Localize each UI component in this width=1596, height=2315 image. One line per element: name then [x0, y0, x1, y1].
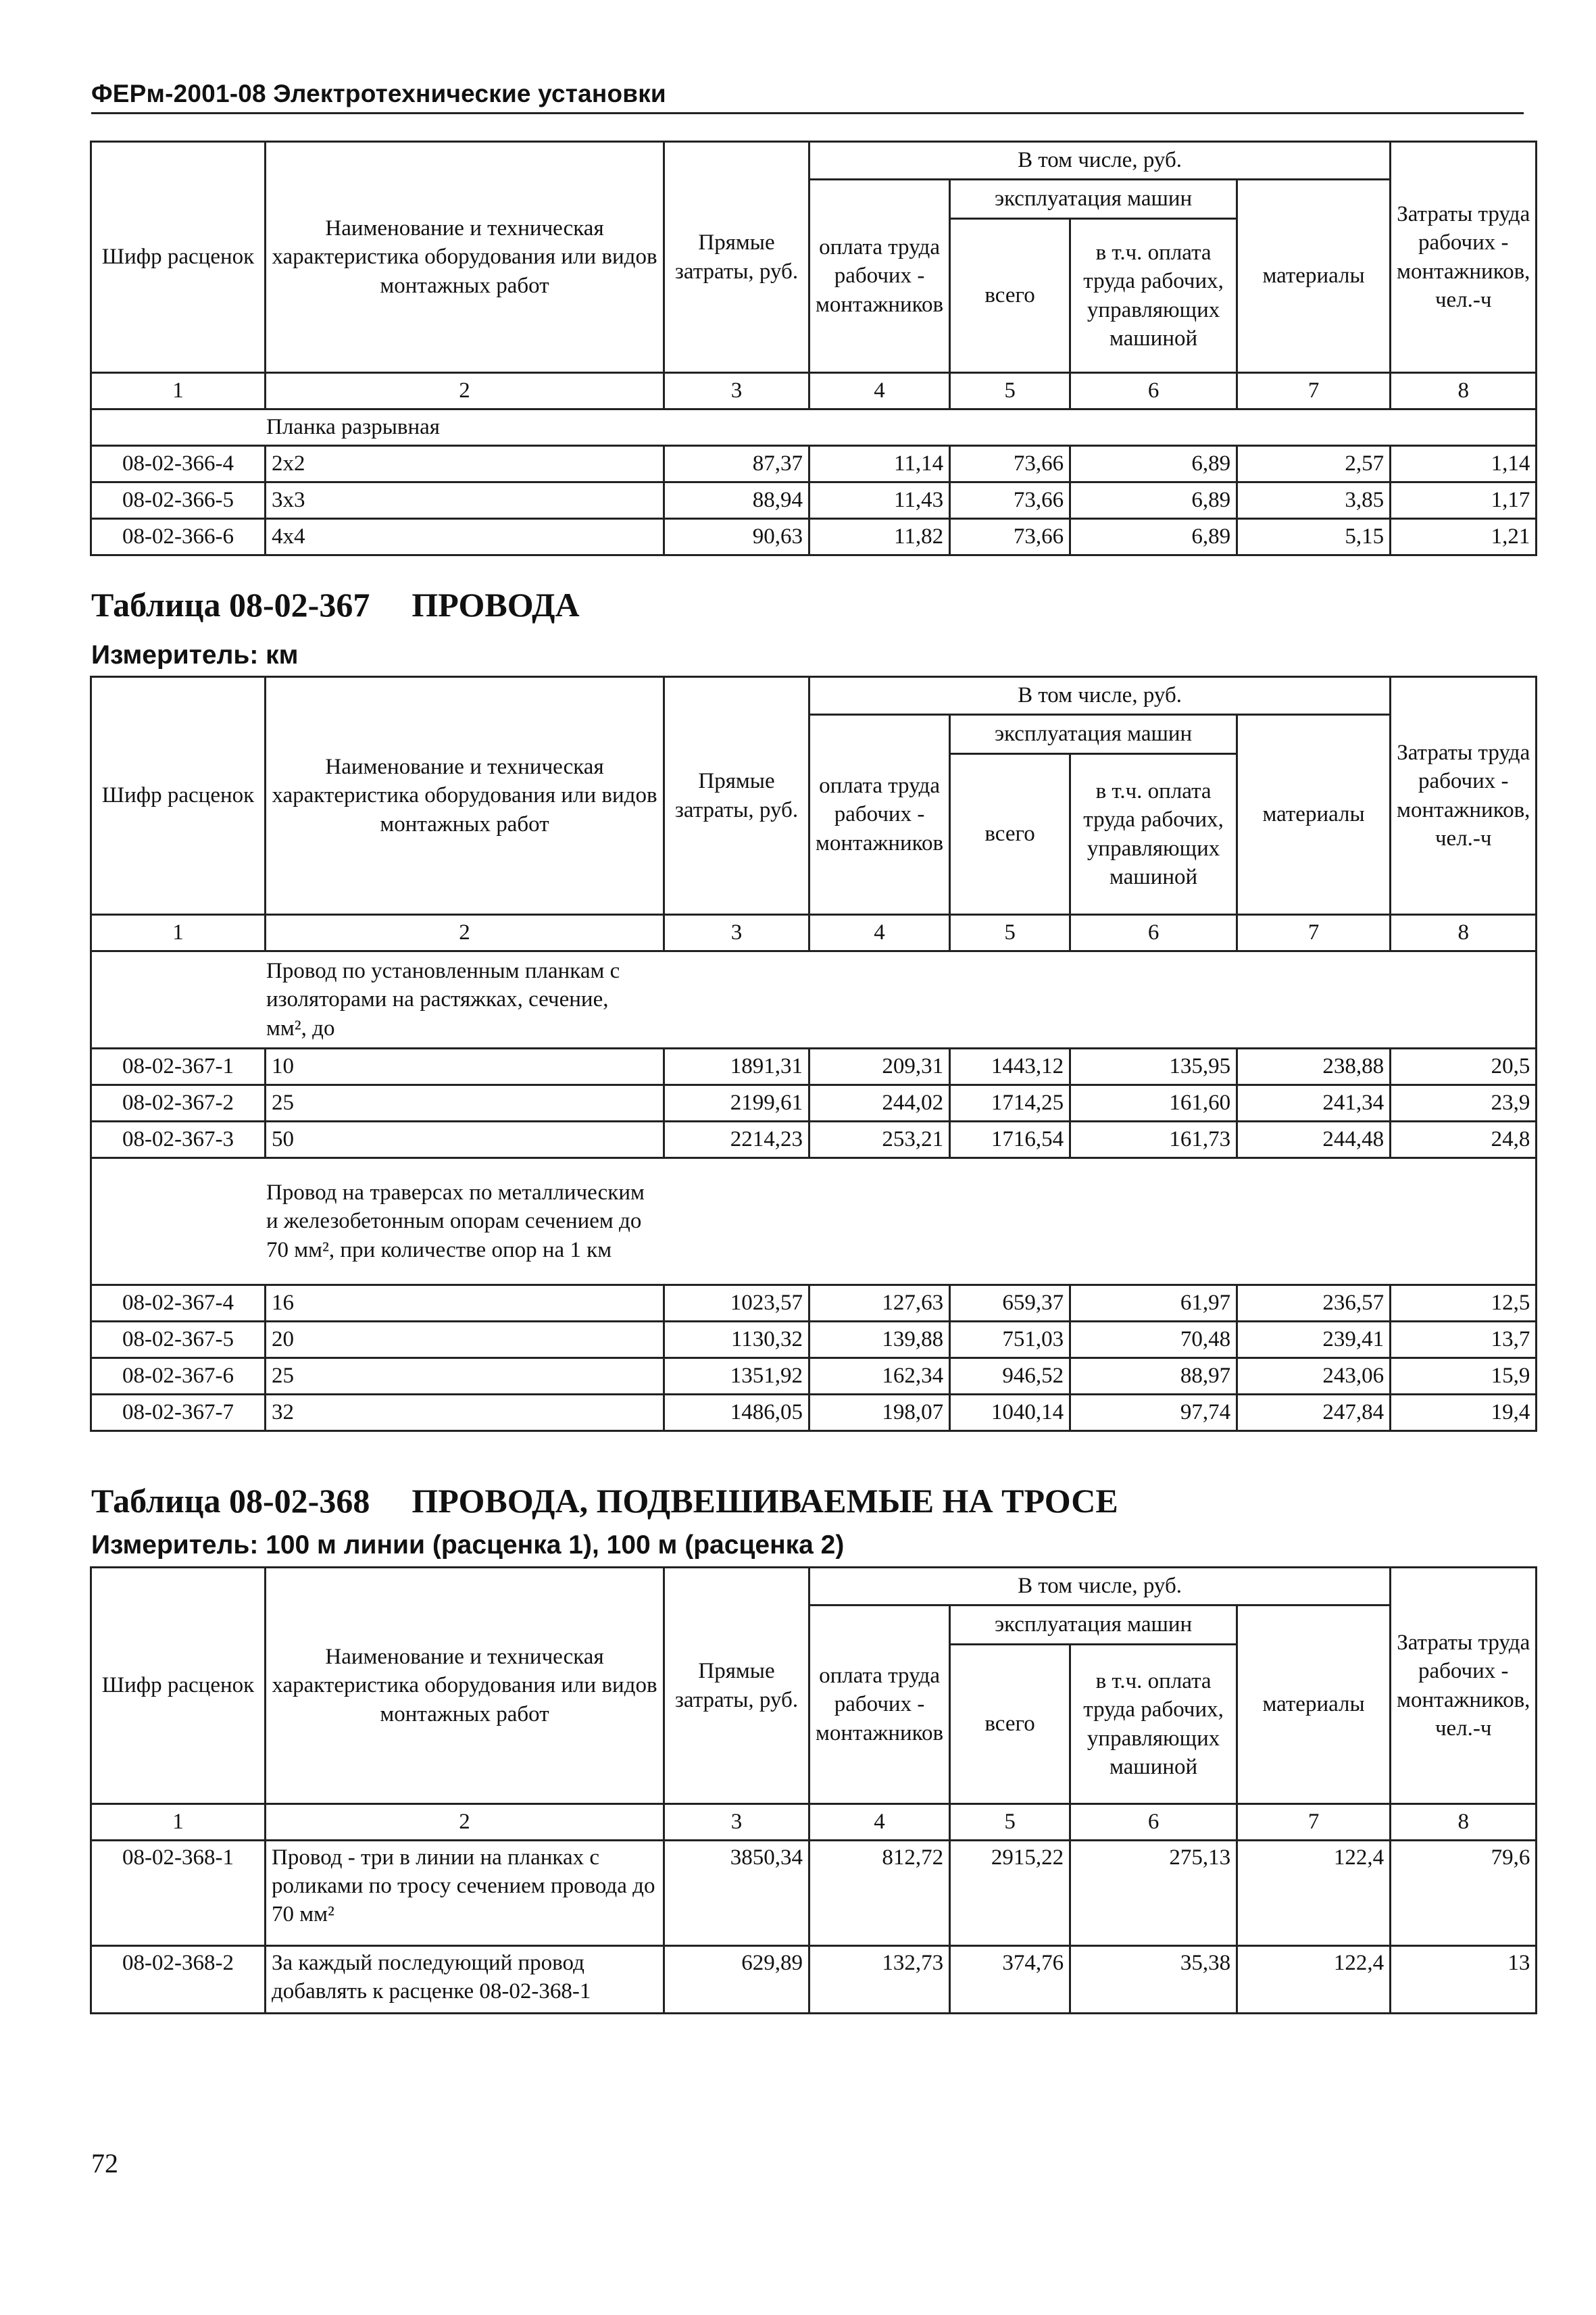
- header-machines-wages: в т.ч. оплата труда рабочих, управляющих машиной: [1070, 754, 1237, 915]
- col-number: 8: [1391, 373, 1537, 409]
- cell-machines: 659,37: [950, 1285, 1070, 1322]
- cell-name: 20: [266, 1322, 664, 1358]
- header-incl: В том числе, руб.: [809, 677, 1391, 715]
- cell-machines: 374,76: [950, 1946, 1070, 2014]
- header-wages: оплата труда рабочих - монтажников: [809, 715, 950, 915]
- table-08-02-366: [90, 141, 1537, 556]
- header-materials: материалы: [1237, 1605, 1391, 1804]
- header-machines: эксплуатация машин: [950, 1605, 1237, 1645]
- cell-machines-wages: 275,13: [1070, 1841, 1237, 1946]
- header-machines: эксплуатация машин: [950, 180, 1237, 219]
- col-number: 5: [950, 1804, 1070, 1841]
- cell-wages: 11,82: [809, 519, 950, 555]
- cell-machines: 1443,12: [950, 1049, 1070, 1085]
- header-incl: В том числе, руб.: [809, 142, 1391, 180]
- cell-code: 08-02-367-3: [91, 1122, 266, 1158]
- rates-table: [90, 141, 1537, 556]
- col-number: 6: [1070, 1804, 1237, 1841]
- cell-machines-wages: 35,38: [1070, 1946, 1237, 2014]
- col-number: 2: [266, 1804, 664, 1841]
- measure-unit: Измеритель: 100 м линии (расценка 1), 100 м (расценка 2): [91, 1530, 845, 1560]
- cell-direct: 87,37: [664, 446, 809, 482]
- col-number: 5: [950, 373, 1070, 409]
- cell-code: 08-02-366-6: [91, 519, 266, 555]
- cell-materials: 241,34: [1237, 1085, 1391, 1122]
- table-08-02-368: [90, 1566, 1537, 2014]
- table-title: [91, 585, 580, 624]
- cell-labor: 13,7: [1391, 1322, 1537, 1358]
- cell-wages: 244,02: [809, 1085, 950, 1122]
- cell-machines-wages: 97,74: [1070, 1395, 1237, 1431]
- table-row: [91, 1841, 1537, 1946]
- col-number: 6: [1070, 373, 1237, 409]
- cell-materials: 3,85: [1237, 482, 1391, 519]
- group-title: Планка разрывная: [91, 409, 1537, 446]
- column-numbers-row: [91, 373, 1537, 409]
- cell-machines-wages: 61,97: [1070, 1285, 1237, 1322]
- group-title: [91, 1158, 1537, 1285]
- cell-materials: 5,15: [1237, 519, 1391, 555]
- cell-name: 16: [266, 1285, 664, 1322]
- header-machines: эксплуатация машин: [950, 715, 1237, 754]
- cell-code: 08-02-368-2: [91, 1946, 266, 2014]
- col-number: 3: [664, 915, 809, 951]
- col-number: 5: [950, 915, 1070, 951]
- cell-labor: 23,9: [1391, 1085, 1537, 1122]
- table-row: [91, 1946, 1537, 2014]
- cell-materials: 238,88: [1237, 1049, 1391, 1085]
- header-name: Наименование и техническая характеристика оборудования или видов монтажных работ: [266, 677, 664, 915]
- rates-table: [90, 676, 1537, 1432]
- cell-machines: 73,66: [950, 446, 1070, 482]
- col-number: 8: [1391, 1804, 1537, 1841]
- rates-table: [90, 1566, 1537, 2014]
- table-row: [91, 519, 1537, 555]
- cell-code: 08-02-367-2: [91, 1085, 266, 1122]
- header-name: Наименование и техническая характеристика оборудования или видов монтажных работ: [266, 142, 664, 373]
- header-materials: материалы: [1237, 715, 1391, 915]
- measure-unit: Измеритель: км: [91, 641, 299, 670]
- cell-name: 10: [266, 1049, 664, 1085]
- col-number: 3: [664, 373, 809, 409]
- cell-wages: 132,73: [809, 1946, 950, 2014]
- cell-machines-wages: 70,48: [1070, 1322, 1237, 1358]
- header-direct: Прямые затраты, руб.: [664, 142, 809, 373]
- cell-materials: 122,4: [1237, 1946, 1391, 2014]
- cell-code: 08-02-366-4: [91, 446, 266, 482]
- cell-name: 32: [266, 1395, 664, 1431]
- table-number: Таблица 08-02-367: [91, 586, 370, 624]
- cell-wages: 253,21: [809, 1122, 950, 1158]
- table-title: [91, 1481, 1118, 1520]
- column-numbers-row: [91, 1804, 1537, 1841]
- cell-labor: 1,17: [1391, 482, 1537, 519]
- table-row: [91, 1285, 1537, 1322]
- group-row: [91, 409, 1537, 446]
- cell-machines: 73,66: [950, 519, 1070, 555]
- cell-direct: 629,89: [664, 1946, 809, 2014]
- cell-direct: 2214,23: [664, 1122, 809, 1158]
- cell-direct: 1023,57: [664, 1285, 809, 1322]
- cell-materials: 243,06: [1237, 1358, 1391, 1395]
- cell-direct: 2199,61: [664, 1085, 809, 1122]
- col-number: 2: [266, 373, 664, 409]
- cell-direct: 1486,05: [664, 1395, 809, 1431]
- col-number: 6: [1070, 915, 1237, 951]
- cell-labor: 19,4: [1391, 1395, 1537, 1431]
- cell-code: 08-02-367-5: [91, 1322, 266, 1358]
- table-row: [91, 1122, 1537, 1158]
- cell-name: За каждый последующий провод добавлять к расценке 08-02-368-1: [266, 1946, 664, 2014]
- cell-labor: 1,14: [1391, 446, 1537, 482]
- cell-direct: 1351,92: [664, 1358, 809, 1395]
- header-name: Наименование и техническая характеристика оборудования или видов монтажных работ: [266, 1568, 664, 1804]
- cell-code: 08-02-366-5: [91, 482, 266, 519]
- table-08-02-367: [90, 676, 1537, 1432]
- col-number: 4: [809, 915, 950, 951]
- cell-labor: 24,8: [1391, 1122, 1537, 1158]
- cell-code: 08-02-367-6: [91, 1358, 266, 1395]
- cell-labor: 15,9: [1391, 1358, 1537, 1395]
- header-code: Шифр расценок: [91, 677, 266, 915]
- table-name: ПРОВОДА: [412, 586, 580, 624]
- col-number: 7: [1237, 373, 1391, 409]
- cell-labor: 79,6: [1391, 1841, 1537, 1946]
- group-title-text: Провод по установленным планкам с изоляторами на растяжках, сечение, мм², до: [266, 959, 620, 1041]
- header-labor: Затраты труда рабочих - монтажников, чел.-ч: [1391, 1568, 1537, 1804]
- header-wages: оплата труда рабочих - монтажников: [809, 180, 950, 373]
- header-labor: Затраты труда рабочих - монтажников, чел.-ч: [1391, 677, 1537, 915]
- col-number: 2: [266, 915, 664, 951]
- table-name: ПРОВОДА, ПОДВЕШИВАЕМЫЕ НА ТРОСЕ: [412, 1482, 1118, 1520]
- cell-name: 3x3: [266, 482, 664, 519]
- col-number: 1: [91, 373, 266, 409]
- cell-wages: 162,34: [809, 1358, 950, 1395]
- cell-wages: 11,14: [809, 446, 950, 482]
- col-number: 1: [91, 1804, 266, 1841]
- cell-materials: 236,57: [1237, 1285, 1391, 1322]
- header-incl: В том числе, руб.: [809, 1568, 1391, 1605]
- header-direct: Прямые затраты, руб.: [664, 1568, 809, 1804]
- header-wages: оплата труда рабочих - монтажников: [809, 1605, 950, 1804]
- cell-labor: 13: [1391, 1946, 1537, 2014]
- header-labor: Затраты труда рабочих - монтажников, чел.-ч: [1391, 142, 1537, 373]
- cell-wages: 812,72: [809, 1841, 950, 1946]
- header-direct: Прямые затраты, руб.: [664, 677, 809, 915]
- table-row: [91, 446, 1537, 482]
- cell-code: 08-02-367-1: [91, 1049, 266, 1085]
- table-row: [91, 1358, 1537, 1395]
- group-title: [91, 951, 1537, 1049]
- cell-machines-wages: 161,60: [1070, 1085, 1237, 1122]
- cell-code: 08-02-368-1: [91, 1841, 266, 1946]
- cell-machines: 1040,14: [950, 1395, 1070, 1431]
- cell-machines: 2915,22: [950, 1841, 1070, 1946]
- cell-direct: 90,63: [664, 519, 809, 555]
- cell-name: 25: [266, 1085, 664, 1122]
- col-number: 4: [809, 373, 950, 409]
- cell-name: 2x2: [266, 446, 664, 482]
- cell-wages: 198,07: [809, 1395, 950, 1431]
- col-number: 8: [1391, 915, 1537, 951]
- cell-machines-wages: 6,89: [1070, 519, 1237, 555]
- table-row: [91, 1049, 1537, 1085]
- cell-labor: 20,5: [1391, 1049, 1537, 1085]
- cell-labor: 12,5: [1391, 1285, 1537, 1322]
- col-number: 3: [664, 1804, 809, 1841]
- table-row: [91, 482, 1537, 519]
- cell-machines: 73,66: [950, 482, 1070, 519]
- cell-name: 50: [266, 1122, 664, 1158]
- table-row: [91, 1322, 1537, 1358]
- header-machines-total: всего: [950, 1645, 1070, 1804]
- col-number: 4: [809, 1804, 950, 1841]
- cell-machines-wages: 161,73: [1070, 1122, 1237, 1158]
- group-row: [91, 951, 1537, 1049]
- cell-materials: 247,84: [1237, 1395, 1391, 1431]
- col-number: 7: [1237, 915, 1391, 951]
- cell-machines-wages: 135,95: [1070, 1049, 1237, 1085]
- table-row: [91, 1395, 1537, 1431]
- cell-materials: 2,57: [1237, 446, 1391, 482]
- cell-materials: 122,4: [1237, 1841, 1391, 1946]
- cell-machines: 946,52: [950, 1358, 1070, 1395]
- col-number: 1: [91, 915, 266, 951]
- group-title-text: Провод на траверсах по металлическим и железобетонным опорам сечением до 70 мм², при количестве опор на 1 км: [266, 1180, 645, 1262]
- cell-name: 4x4: [266, 519, 664, 555]
- cell-machines: 1716,54: [950, 1122, 1070, 1158]
- header-machines-wages: в т.ч. оплата труда рабочих, управляющих машиной: [1070, 1645, 1237, 1804]
- cell-code: 08-02-367-4: [91, 1285, 266, 1322]
- cell-machines: 751,03: [950, 1322, 1070, 1358]
- cell-name: 25: [266, 1358, 664, 1395]
- header-code: Шифр расценок: [91, 1568, 266, 1804]
- cell-machines: 1714,25: [950, 1085, 1070, 1122]
- header-machines-total: всего: [950, 754, 1070, 915]
- cell-materials: 239,41: [1237, 1322, 1391, 1358]
- cell-machines-wages: 88,97: [1070, 1358, 1237, 1395]
- header-machines-wages: в т.ч. оплата труда рабочих, управляющих машиной: [1070, 219, 1237, 373]
- cell-labor: 1,21: [1391, 519, 1537, 555]
- column-numbers-row: [91, 915, 1537, 951]
- cell-direct: 88,94: [664, 482, 809, 519]
- page-header: ФЕРм-2001-08 Электротехнические установки: [91, 80, 1524, 114]
- cell-wages: 209,31: [809, 1049, 950, 1085]
- cell-machines-wages: 6,89: [1070, 446, 1237, 482]
- cell-code: 08-02-367-7: [91, 1395, 266, 1431]
- col-number: 7: [1237, 1804, 1391, 1841]
- header-machines-total: всего: [950, 219, 1070, 373]
- table-row: [91, 1085, 1537, 1122]
- group-row: [91, 1158, 1537, 1285]
- cell-name: Провод - три в линии на планках с роликами по тросу сечением провода до 70 мм²: [266, 1841, 664, 1946]
- header-materials: материалы: [1237, 180, 1391, 373]
- page-number: 72: [91, 2148, 118, 2179]
- cell-materials: 244,48: [1237, 1122, 1391, 1158]
- cell-direct: 1130,32: [664, 1322, 809, 1358]
- table-number: Таблица 08-02-368: [91, 1482, 370, 1520]
- cell-direct: 1891,31: [664, 1049, 809, 1085]
- cell-wages: 139,88: [809, 1322, 950, 1358]
- cell-machines-wages: 6,89: [1070, 482, 1237, 519]
- cell-wages: 11,43: [809, 482, 950, 519]
- cell-direct: 3850,34: [664, 1841, 809, 1946]
- cell-wages: 127,63: [809, 1285, 950, 1322]
- header-code: Шифр расценок: [91, 142, 266, 373]
